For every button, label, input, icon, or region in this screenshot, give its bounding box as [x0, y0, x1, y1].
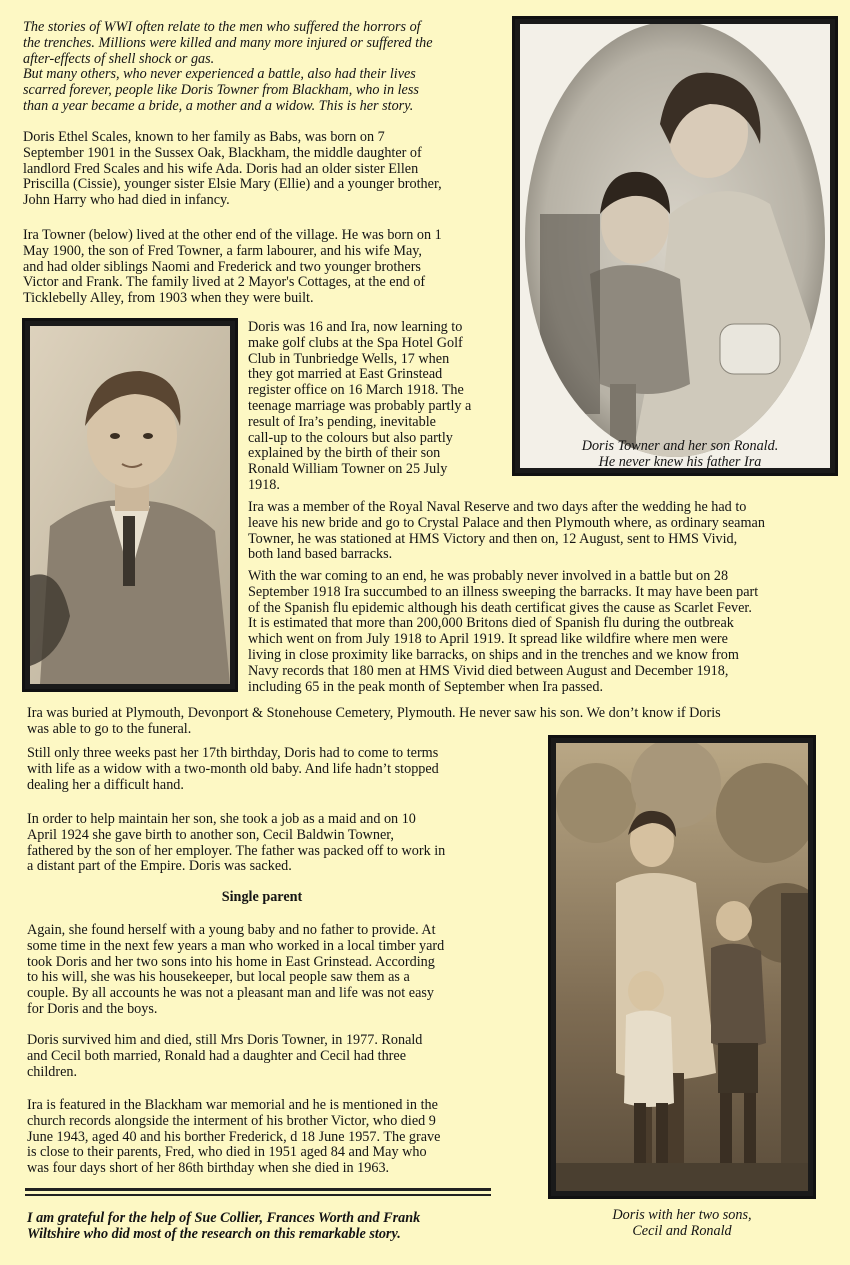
text-line: couple. By all accounts he was not a pleasant man and life was not easy [27, 985, 434, 1002]
text-line: leave his new bride and go to Crystal Palace and then Plymouth where, as ordinary seaman [248, 514, 765, 531]
text-line: with life as a widow with a two-month old baby. And life hadn’t stopped [27, 760, 439, 777]
photo-doris-and-ronald-image [520, 24, 830, 468]
caption-line: Doris Towner and her son Ronald. [581, 438, 779, 454]
caption-line: He never knew his father Ira [598, 454, 762, 468]
text-line: result of Ira’s pending, inevitable [248, 413, 436, 430]
text-line: make golf clubs at the Spa Hotel Golf [248, 334, 463, 351]
intro-line: But many others, who never experienced a battle, also had their lives [23, 66, 416, 83]
text-line: Doris Ethel Scales, known to her family as Babs, was born on 7 [23, 129, 385, 145]
text-line: is close to their parents, Fred, who died in 1951 aged 84 and May who [27, 1144, 427, 1161]
text-line: landlord Fred Scales and his wife Ada. Doris had an older sister Ellen [23, 160, 419, 177]
text-line: Again, she found herself with a young baby and no father to provide. At [27, 922, 436, 938]
text-line: dealing her a difficult hand. [27, 776, 184, 793]
text-line: Ronald William Towner on 25 July [248, 461, 448, 478]
paragraph-marriage [248, 320, 508, 494]
photo-doris-and-ronald [512, 16, 838, 476]
text-line: In order to help maintain her son, she took a job as a maid and on 10 [27, 811, 416, 827]
text-line: Towner, he was stationed at HMS Victory and then on, 12 August, sent to HMS Vivid, [248, 530, 738, 547]
intro-line: The stories of WWI often relate to the men who suffered the horrors of [23, 19, 421, 35]
text-line: some time in the next few years a man who worked in a local timber yard [27, 937, 445, 954]
caption-doris-and-ronald [520, 438, 830, 468]
text-line: children. [27, 1063, 78, 1080]
text-line: May 1900, the son of Fred Towner, a farm labourer, and his wife May, [23, 242, 422, 259]
paragraph-burial [27, 706, 837, 738]
paragraph-spanish-flu [248, 569, 838, 695]
paragraph-naval-reserve [248, 500, 838, 563]
text-line: Club in Tunbriedge Wells, 17 when [248, 350, 450, 367]
paragraph-doris-birth [23, 130, 503, 209]
text-line: teenage marriage was probably partly a [248, 397, 472, 414]
paragraph-second-son [27, 812, 517, 875]
section-heading-single-parent: Single parent [221, 889, 303, 905]
text-line: which went on from July 1918 to April 1919. It spread like wildfire where men were [248, 631, 728, 648]
text-line: and Cecil both married, Ronald had a daughter and Cecil had three [27, 1047, 406, 1064]
caption-line: Cecil and Ronald [632, 1223, 732, 1239]
caption-doris-with-two-sons [548, 1207, 816, 1239]
text-line: Priscilla (Cissie), younger sister Elsie Mary (Ellie) and a younger brother, [23, 176, 442, 193]
text-line: register office on 16 March 1918. The [248, 382, 464, 399]
text-line: including 65 in the peak month of September when Ira passed. [248, 678, 603, 695]
photo-ira-towner-image [30, 326, 230, 684]
acknowledgement-line: I am grateful for the help of Sue Collier, Frances Worth and Frank [27, 1210, 421, 1226]
acknowledgement [27, 1210, 517, 1242]
intro-line: after-effects of shell shock or gas. [23, 50, 215, 67]
text-line: Doris survived him and died, still Mrs Doris Towner, in 1977. Ronald [27, 1032, 423, 1048]
text-line: September 1901 in the Sussex Oak, Blackham, the middle daughter of [23, 144, 422, 161]
text-line: Doris was 16 and Ira, now learning to [248, 319, 463, 335]
text-line: Victor and Frank. The family lived at 2 Mayor's Cottages, at the end of [23, 274, 426, 291]
text-line: Ira was buried at Plymouth, Devonport & Stonehouse Cemetery, Plymouth. He never saw his son. We don’t know if Doris [27, 705, 721, 721]
intro-line: scarred forever, people like Doris Towner from Blackham, who in less [23, 82, 419, 99]
text-line: September 1918 Ira succumbed to an illness sweeping the barracks. It may have been part [248, 583, 759, 600]
text-line: a distant part of the Empire. Doris was sacked. [27, 858, 292, 875]
text-line: to his will, she was his housekeeper, but local people saw them as a [27, 969, 410, 986]
photo-ira-towner [22, 318, 238, 692]
text-line: Ira was a member of the Royal Naval Reserve and two days after the wedding he had to [248, 499, 747, 515]
text-line: 1918. [248, 476, 280, 493]
text-line: church records alongside the interment of his brother Victor, who died 9 [27, 1112, 436, 1129]
photo-doris-with-two-sons-image [556, 743, 808, 1191]
divider-rule [25, 1194, 491, 1196]
text-line: Ira Towner (below) lived at the other end of the village. He was born on 1 [23, 227, 442, 243]
paragraph-doris-death [27, 1033, 517, 1080]
text-line: June 1943, aged 40 and his borther Frederick, d 18 June 1957. The grave [27, 1128, 441, 1145]
text-line: fathered by the son of her employer. The father was packed off to work in [27, 842, 446, 859]
text-line: Still only three weeks past her 17th birthday, Doris had to come to terms [27, 745, 439, 761]
text-line: explained by the birth of their son [248, 445, 441, 462]
text-line: and had older siblings Naomi and Frederick and two younger brothers [23, 258, 421, 275]
intro-line: the trenches. Millions were killed and many more injured or suffered the [23, 34, 433, 51]
text-line: April 1924 she gave birth to another son, Cecil Baldwin Towner, [27, 826, 394, 843]
text-line: Ticklebelly Alley, from 1903 when they were built. [23, 290, 314, 307]
text-line: of the Spanish flu epidemic although his death certificat gives the cause as Scarlet Fever. [248, 599, 752, 616]
acknowledgement-line: Wiltshire who did most of the research on this remarkable story. [27, 1226, 401, 1242]
text-line: With the war coming to an end, he was probably never involved in a battle but on 28 [248, 568, 729, 584]
photo-doris-with-two-sons [548, 735, 816, 1199]
text-line: Navy records that 180 men at HMS Vivid died between August and December 1918, [248, 662, 729, 679]
intro-paragraph [23, 20, 503, 115]
paragraph-east-grinstead [27, 923, 517, 1018]
intro-line: than a year became a bride, a mother and a widow. This is her story. [23, 97, 414, 114]
text-line: was four days short of her 86th birthday when she died in 1963. [27, 1160, 390, 1177]
text-line: John Harry who had died in infancy. [23, 192, 230, 209]
caption-line: Doris with her two sons, [612, 1207, 752, 1223]
paragraph-widow [27, 746, 517, 793]
text-line: living in close proximity like barracks, on ships and in the trenches and we know from [248, 646, 739, 663]
text-line: for Doris and the boys. [27, 1000, 158, 1017]
divider-rule [25, 1188, 491, 1191]
text-line: Ira is featured in the Blackham war memorial and he is mentioned in the [27, 1097, 438, 1113]
text-line: It is estimated that more than 200,000 Britons died of Spanish flu during the outbreak [248, 615, 734, 632]
text-line: took Doris and her two sons into his home in East Grinstead. According [27, 953, 435, 970]
text-line: both land based barracks. [248, 546, 393, 563]
paragraph-ira-birth [23, 228, 503, 307]
paragraph-war-memorial [27, 1098, 517, 1177]
text-line: call-up to the colours but also partly [248, 429, 453, 446]
text-line: was able to go to the funeral. [27, 720, 192, 737]
text-line: they got married at East Grinstead [248, 366, 443, 383]
